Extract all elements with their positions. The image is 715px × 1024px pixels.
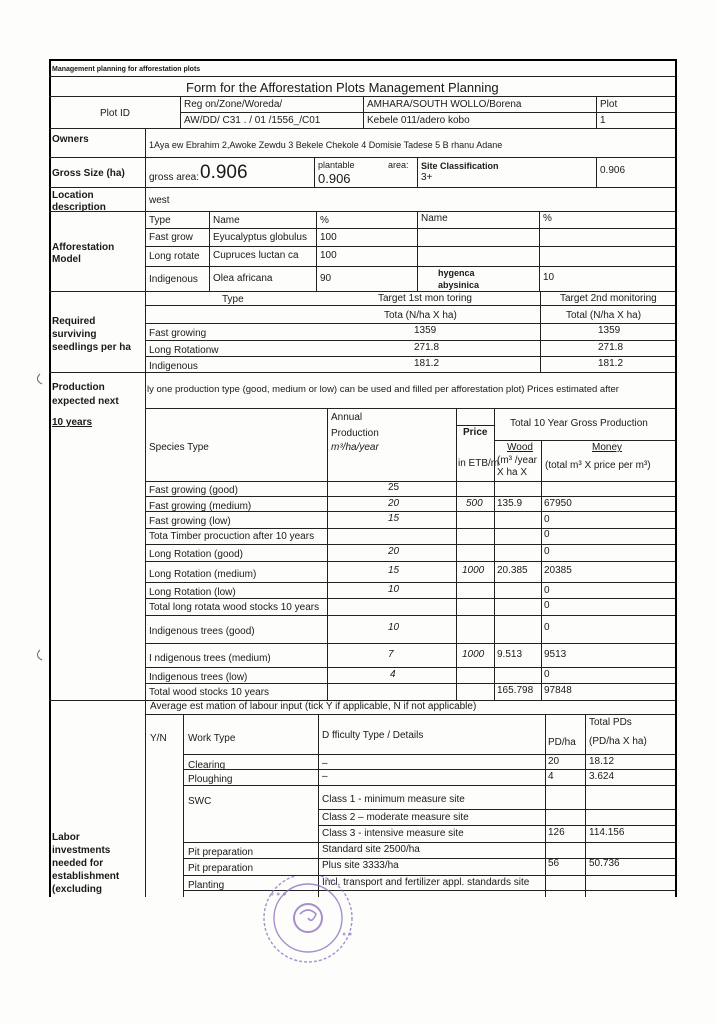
prod-row-species: Fast growing (good): [149, 485, 238, 496]
labor-row-diff: Class 1 - minimum measure site: [322, 794, 465, 805]
aff-row-pct2: 10: [543, 272, 555, 283]
location-value: west: [149, 195, 170, 206]
prod-col-price: Price: [463, 427, 488, 438]
prod-col-wood: Wood: [507, 442, 533, 453]
prod-row-annual: 15: [388, 513, 400, 524]
plantable-value: 0.906: [318, 171, 351, 186]
prod-row-money: 9513: [544, 649, 567, 660]
labor-col-total: Total PDs: [589, 717, 632, 728]
prod-row-species: Fast growing (medium): [149, 501, 252, 512]
req-row-type: Fast growing: [149, 328, 207, 339]
labor-row-pd: 4: [548, 771, 554, 782]
labor-row-work: Pit preparation: [188, 863, 254, 874]
prod-row-species: Long Rotation (good): [149, 549, 243, 560]
req-t2-header: Target 2nd monitoring: [560, 293, 657, 304]
prod-row-annual: 15: [388, 565, 400, 576]
req-total-label-2: Total (N/ha X ha): [566, 310, 642, 321]
prod-row-species: Fast growing (low): [149, 516, 231, 527]
labor-row-work: SWC: [188, 796, 212, 807]
labor-row-work: Ploughing: [188, 774, 233, 785]
margin-mark-icon: [28, 372, 48, 662]
site-class-value: 3+: [421, 172, 433, 183]
afforestation-label-2: Model: [52, 254, 81, 265]
labor-col-total-2: (PD/ha X ha): [589, 736, 647, 747]
prod-col-wood-2: (m³ /year: [497, 455, 537, 466]
official-seal-icon: [230, 876, 390, 976]
aff-row-pct: 100: [320, 232, 337, 243]
prod-row-money: 0: [544, 669, 550, 680]
aff-row-type: Indigenous: [149, 274, 198, 285]
prod-col-wood-3: X ha X: [497, 467, 528, 478]
aff-row-name: Eyucalyptus globulus: [213, 232, 307, 243]
aff-row-type: Long rotate: [149, 251, 200, 262]
gross-size-label: Gross Size (ha): [52, 168, 125, 179]
production-note: ly one production type (good, medium or low) can be used and filled per afforestation plot) Prices estimated after: [147, 384, 619, 395]
prod-row-wood: 9.513: [497, 649, 523, 660]
labor-col-pd: PD/ha: [548, 737, 576, 748]
req-row-t1: 181.2: [414, 358, 440, 369]
prod-row-annual: 10: [388, 584, 400, 595]
production-label-3: 10 years: [52, 417, 93, 428]
prod-col-price-2: in ETB/m: [458, 458, 500, 469]
prod-row-money: 0: [544, 622, 550, 633]
site-class-label: Site Classification: [421, 161, 499, 171]
svg-text:● ● ●: ● ● ●: [270, 891, 287, 898]
labor-row-work: Clearing: [188, 760, 226, 771]
owners-label: Owners: [52, 134, 89, 145]
aff-row-name: Cupruces luctan ca: [213, 250, 299, 261]
aff-col-type: Type: [149, 215, 171, 226]
svg-text:● ●: ● ●: [342, 931, 353, 938]
production-label: Production: [52, 382, 105, 393]
prod-row-annual: 25: [388, 482, 400, 493]
location-label-2: description: [52, 202, 106, 213]
aff-col-name: Name: [213, 215, 240, 226]
plot-label: Plot: [600, 99, 618, 110]
prod-row-price: 500: [466, 498, 483, 509]
region-value: AMHARA/SOUTH WOLLO/Borena: [367, 99, 522, 110]
location-label: Location: [52, 190, 94, 201]
labor-col-work: Work Type: [188, 733, 236, 744]
labor-row-total: 3.624: [589, 771, 615, 782]
labor-row-diff: Plus site 3333/ha: [322, 860, 399, 871]
prod-row-money: 0: [544, 585, 550, 596]
labor-row-pd: 20: [548, 756, 560, 767]
prod-row-money: 67950: [544, 498, 572, 509]
prod-col-money: Money: [592, 442, 623, 453]
aff-row-pct: 100: [320, 250, 337, 261]
prod-row-price: 1000: [462, 649, 485, 660]
aff-col-pct2: %: [543, 213, 552, 224]
req-row-type: Indigenous: [149, 361, 198, 372]
req-row-t2: 1359: [598, 325, 621, 336]
production-label-2: expected next: [52, 396, 119, 407]
prod-row-species: Indigenous trees (good): [149, 626, 255, 637]
prod-row-species: Long Rotation (low): [149, 587, 236, 598]
gross-area-value: 0.906: [200, 162, 248, 183]
req-total-label: Tota (N/ha X ha): [384, 310, 457, 321]
req-row-t1: 271.8: [414, 342, 440, 353]
required-label-3: seedlings per ha: [52, 342, 131, 353]
prod-row-species: Total wood stocks 10 years: [149, 687, 270, 698]
req-col-type: Type: [222, 294, 244, 305]
kebele-value: Kebele 011/adero kobo: [367, 115, 470, 126]
area-label: area:: [388, 160, 409, 170]
owners-value: 1Aya ew Ebrahim 2,Awoke Zewdu 3 Bekele Chekole 4 Domisie Tadese 5 B rhanu Adane: [149, 140, 503, 150]
labor-label-3: needed for: [52, 858, 104, 869]
req-t1-header: Target 1st mon toring: [378, 293, 472, 304]
prod-row-wood: 20.385: [497, 565, 528, 576]
prod-row-money: 0: [544, 546, 550, 557]
region-label: Reg on/Zone/Woreda/: [184, 99, 283, 110]
labor-row-work: Planting: [188, 880, 225, 891]
prod-row-price: 1000: [462, 565, 485, 576]
aff-col-pct: %: [320, 215, 329, 226]
aff-row-pct: 90: [320, 273, 332, 284]
prod-row-money: 0: [544, 600, 550, 611]
prod-row-species: I ndigenous trees (medium): [149, 653, 271, 664]
plot-id-label: Plot ID: [100, 108, 131, 119]
labor-row-diff: Class 2 – moderate measure site: [322, 812, 469, 823]
aff-row-name2b: abysinica: [438, 280, 480, 290]
prod-col-species: Species Type: [149, 442, 209, 453]
prod-row-money: 0: [544, 514, 550, 525]
labor-label-2: investments: [52, 845, 111, 856]
plot-code: AW/DD/ C31 . / 01 /1556_/C01: [184, 115, 321, 126]
req-row-type: Long Rotationw: [149, 345, 219, 356]
labor-row-work: Pit preparation: [188, 847, 254, 858]
prod-row-annual: 7: [388, 649, 394, 660]
labor-note: Average est mation of labour input (tick Y if applicable, N if not applicable): [150, 701, 477, 712]
prod-col-total: Total 10 Year Gross Production: [510, 418, 648, 429]
labor-label-4: establishment: [52, 871, 120, 882]
prod-row-species: Tota Timber procuction after 10 years: [149, 531, 315, 542]
labor-row-total: 114.156: [589, 827, 625, 838]
labor-label: Labor: [52, 832, 80, 843]
plot-value: 1: [600, 115, 606, 126]
labor-row-diff: Standard site 2500/ha: [322, 844, 420, 855]
prod-row-annual: 4: [390, 669, 396, 680]
labor-row-total: 18.12: [589, 756, 615, 767]
aff-col-name2: Name: [421, 213, 448, 224]
labor-row-pd: 126: [548, 827, 565, 838]
prod-row-annual: 10: [388, 622, 400, 633]
prod-row-wood: 165.798: [497, 685, 534, 696]
required-label-2: surviving: [52, 329, 97, 340]
aff-row-name2a: hygenca: [438, 268, 475, 278]
gross-area-label: gross area:: [149, 172, 200, 183]
req-row-t1: 1359: [414, 325, 437, 336]
header-caption: Management planning for afforestation plots: [52, 66, 201, 73]
prod-row-wood: 135.9: [497, 498, 523, 509]
prod-row-annual: 20: [388, 498, 400, 509]
aff-row-type: Fast grow: [149, 232, 193, 243]
labor-col-diff: D fficulty Type / Details: [322, 730, 424, 741]
prod-row-money: 97848: [544, 685, 572, 696]
prod-row-species: Total long rotata wood stocks 10 years: [149, 602, 320, 613]
prod-col-money-2: (total m³ X price per m³): [545, 460, 651, 471]
prod-col-annual: Annual: [331, 412, 363, 423]
labor-label-5: (excluding: [52, 884, 103, 895]
labor-col-yn: Y/N: [150, 733, 167, 744]
labor-row-diff: Class 3 - intensive measure site: [322, 828, 464, 839]
required-label: Required: [52, 316, 96, 327]
labor-row-diff: –: [322, 771, 328, 782]
form-title: Form for the Afforestation Plots Management Planning: [186, 80, 499, 95]
labor-row-total: 50.736: [589, 858, 620, 869]
prod-col-annual-2: Production: [331, 428, 379, 439]
prod-row-money: 0: [544, 529, 550, 540]
labor-row-diff: –: [322, 758, 328, 769]
labor-row-pd: 56: [548, 858, 560, 869]
prod-row-species: Indigenous trees (low): [149, 672, 248, 683]
req-row-t2: 181.2: [598, 358, 624, 369]
prod-row-annual: 20: [388, 546, 400, 557]
afforestation-label: Afforestation: [52, 242, 115, 253]
aff-row-name: Olea africana: [213, 273, 273, 284]
plantable-label: plantable: [318, 160, 355, 170]
labor-row-diff: Incl. transport and fertilizer appl. standards site: [322, 877, 530, 888]
prod-col-annual-3: m³/ha/year: [331, 442, 379, 453]
req-row-t2: 271.8: [598, 342, 624, 353]
prod-row-money: 20385: [544, 565, 572, 576]
prod-row-species: Long Rotation (medium): [149, 569, 257, 580]
gross-right-value: 0.906: [600, 165, 626, 176]
